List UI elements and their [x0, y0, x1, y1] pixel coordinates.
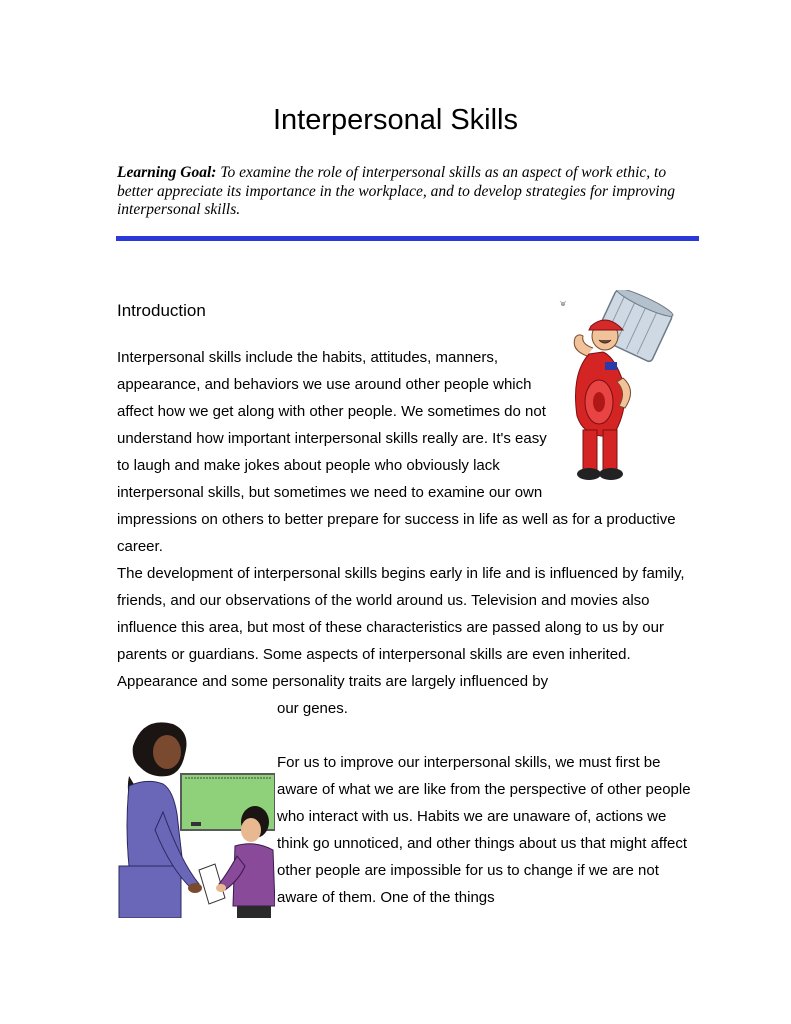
learning-goal-label: Learning Goal: — [117, 164, 217, 181]
worker-cartoon-image — [553, 290, 677, 490]
divider-rule — [116, 236, 699, 241]
paragraph-development-end: our genes. — [277, 700, 348, 717]
section-heading-introduction: Introduction — [117, 301, 206, 320]
paragraph-development: The development of interpersonal skills begins early in life and is influenced by family, friends, and our observations of the world around us. Television and movies also influence this area, but most of these characteristics are passed along to us by our parents or guardians. Some aspects of interpersonal skills are even inherited. Appearance and some personality traits are largely influenced by — [117, 565, 685, 690]
page-title: Interpersonal Skills — [273, 104, 518, 136]
paragraph-intro-wrapped: Interpersonal skills include the habits, attitudes, manners, appearance, and behaviors we use around other people which affect how we get along with other people. We sometimes do not understand how important interpersonal skills really are. It's easy to laugh and make jokes about people who obviously lack interpersonal skills, but sometimes we need to examine our own — [117, 349, 547, 501]
teacher-student-image — [115, 716, 275, 918]
paragraph-intro-continued: impressions on others to better prepare for success in life as well as for a productive career. — [117, 511, 676, 555]
paragraph-improve: For us to improve our interpersonal skills, we must first be aware of what we are like from the perspective of other people who interact with us. Habits we are unaware of, actions we think go unnoticed, and other things about us that might affect other people are impossible for us to change if we are not aware of them. One of the things — [277, 754, 691, 906]
learning-goal-text: To examine the role of interpersonal skills as an aspect of work ethic, to better appreciate its importance in the workplace, and to develop strategies for improving interpersonal skills. — [117, 164, 676, 218]
learning-goal — [117, 164, 687, 220]
